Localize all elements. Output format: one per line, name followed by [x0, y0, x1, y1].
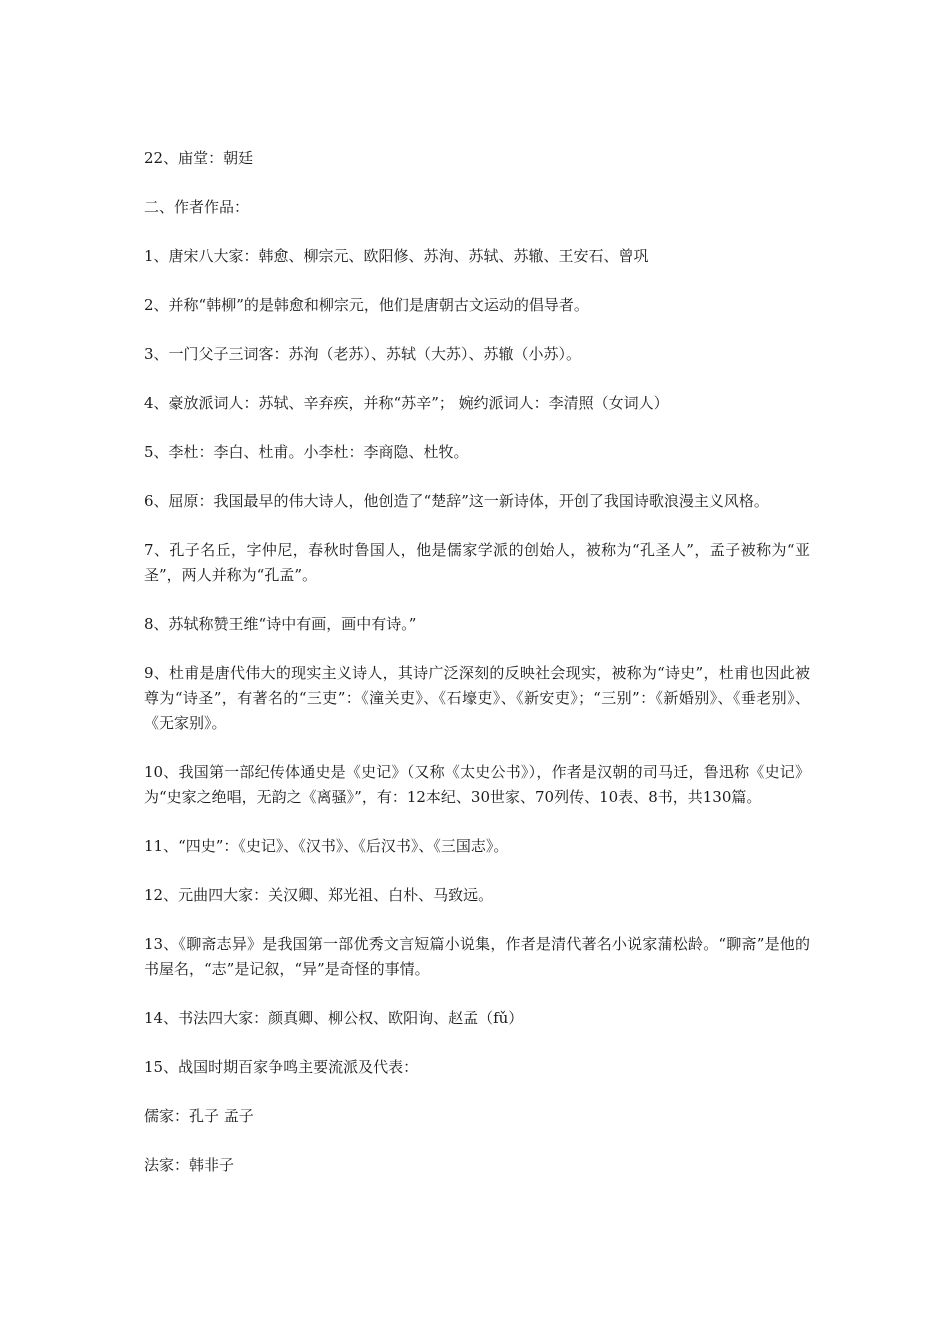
- item-3-three-su: 3、一门父子三词客：苏洵（老苏）、苏轼（大苏）、苏辙（小苏）。: [144, 345, 582, 363]
- item-4-ci-schools: 4、豪放派词人：苏轼、辛弃疾，并称“苏辛”； 婉约派词人：李清照（女词人）: [144, 394, 669, 412]
- item-5-li-du: 5、李杜：李白、杜甫。小李杜：李商隐、杜牧。: [144, 443, 469, 461]
- school-legalism: 法家：韩非子: [144, 1156, 235, 1174]
- item-1-eight-masters: 1、唐宋八大家：韩愈、柳宗元、欧阳修、苏洵、苏轼、苏辙、王安石、曾巩: [144, 247, 649, 265]
- item-22-temple: 22、庙堂：朝廷: [144, 149, 254, 167]
- school-confucianism: 儒家：孔子 孟子: [144, 1107, 254, 1125]
- item-12-yuanqu-masters: 12、元曲四大家：关汉卿、郑光祖、白朴、马致远。: [144, 886, 494, 904]
- section-heading-authors-works: 二、作者作品：: [144, 198, 250, 216]
- item-6-qu-yuan: 6、屈原：我国最早的伟大诗人，他创造了“楚辞”这一新诗体，开创了我国诗歌浪漫主义风格。: [144, 492, 769, 510]
- item-14-calligraphy-masters: 14、书法四大家：颜真卿、柳公权、欧阳询、赵孟（fǔ）: [144, 1009, 524, 1027]
- item-8-wang-wei: 8、苏轼称赞王维“诗中有画，画中有诗。”: [144, 615, 417, 633]
- item-10-shiji: 10、我国第一部纪传体通史是《史记》（又称《太史公书》），作者是汉朝的司马迁，鲁迅称《史记》为“史家之绝唱，无韵之《离骚》”，有：12本纪、30世家、70列传、10表、8书，共130篇。: [144, 763, 810, 806]
- item-7-confucius: 7、孔子名丘，字仲尼，春秋时鲁国人，他是儒家学派的创始人，被称为“孔圣人”，孟子被称为“亚圣”，两人并称为“孔孟”。: [144, 541, 810, 584]
- item-13-liaozhai: 13、《聊斋志异》是我国第一部优秀文言短篇小说集，作者是清代著名小说家蒲松龄。“聊斋”是他的书屋名，“志”是记叙，“异”是奇怪的事情。: [144, 935, 810, 978]
- document-page: [144, 146, 810, 1202]
- item-15-hundred-schools: 15、战国时期百家争鸣主要流派及代表：: [144, 1058, 419, 1076]
- item-9-du-fu: 9、杜甫是唐代伟大的现实主义诗人，其诗广泛深刻的反映社会现实，被称为“诗史”，杜甫也因此被尊为“诗圣”，有著名的“三吏”：《潼关吏》、《石壕吏》、《新安吏》；“三别”：《新婚别》、《垂老别》、《无家别》。: [144, 664, 810, 732]
- item-2-han-liu: 2、并称“韩柳”的是韩愈和柳宗元，他们是唐朝古文运动的倡导者。: [144, 296, 589, 314]
- item-11-four-histories: 11、“四史”：《史记》、《汉书》、《后汉书》、《三国志》。: [144, 837, 509, 855]
